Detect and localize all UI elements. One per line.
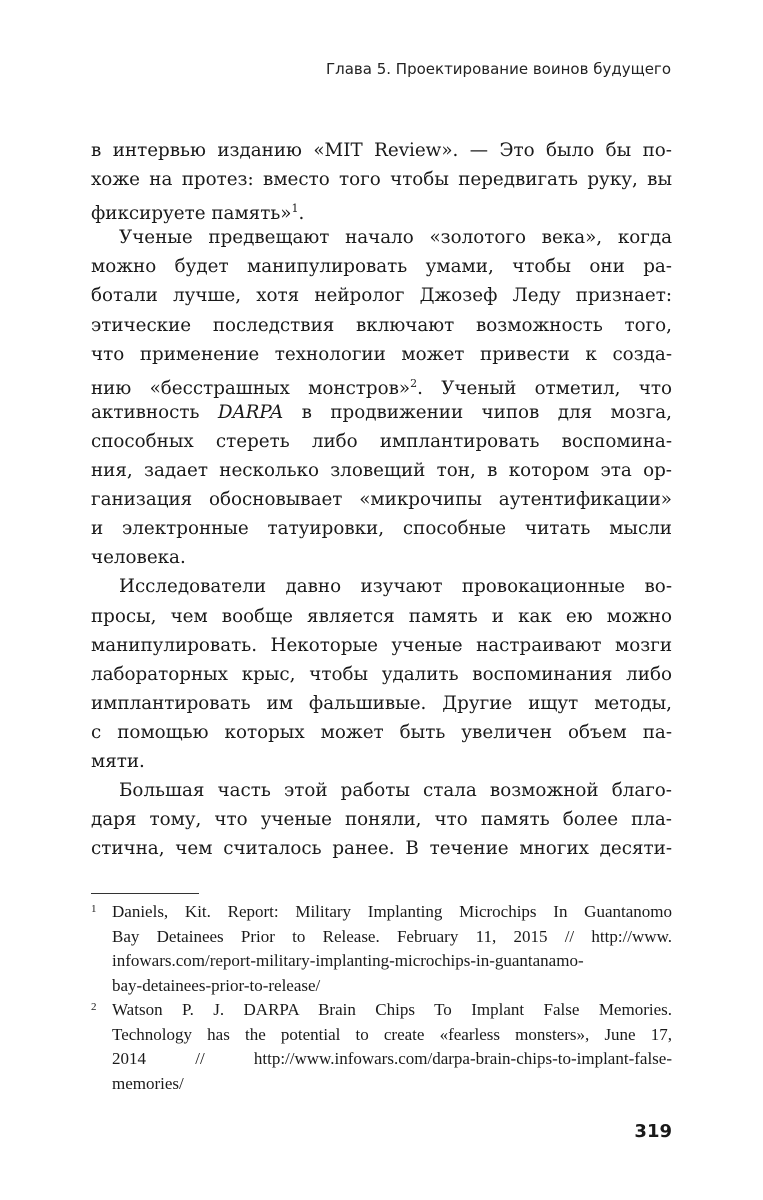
text-line: [91, 776, 672, 805]
footnote-divider: [91, 893, 199, 894]
footnote: [91, 900, 672, 998]
footnotes: [91, 900, 672, 1096]
text-line: [91, 369, 672, 398]
text-segment: просы, чем вообще является память и как ею можно: [91, 605, 672, 627]
italic-text: DARPA: [217, 401, 284, 423]
footnote-line: Watson P. J. DARPA Brain Chips To Implant False Memories.: [112, 1000, 672, 1019]
text-segment: нию «бесстрашных монстров»: [91, 377, 411, 399]
text-line: [91, 689, 672, 718]
text-segment: фиксируете память»: [91, 203, 292, 225]
footnote-line: 2014 // http://www.infowars.com/darpa-brain-chips-to-implant-false-: [112, 1049, 672, 1068]
text-line: [91, 485, 672, 514]
text-segment: ния, задает несколько зловещий тон, в котором эта ор-: [91, 460, 672, 482]
text-segment: имплантировать им фальшивые. Другие ищут методы,: [91, 692, 672, 714]
text-line: [91, 456, 672, 485]
text-segment: Ученые предвещают начало «золотого века», когда: [119, 227, 672, 249]
text-segment: что применение технологии может привести к созда-: [91, 343, 672, 365]
body-text: [91, 136, 672, 863]
footnote-number: 1: [91, 903, 97, 915]
text-segment: ботали лучше, хотя нейролог Джозеф Леду признает:: [91, 285, 672, 307]
text-line: [91, 602, 672, 631]
running-header: Глава 5. Проектирование воинов будущего: [326, 60, 671, 78]
text-line: [91, 660, 672, 689]
text-segment: . Ученый отметил, что: [417, 377, 672, 399]
text-segment: с помощью которых может быть увеличен объем па-: [91, 721, 672, 743]
text-segment: хоже на протез: вместо того чтобы передвигать руку, вы: [91, 169, 672, 191]
text-line: [91, 165, 672, 194]
page-number: 319: [634, 1121, 672, 1142]
text-line: [91, 340, 672, 369]
text-segment: манипулировать. Некоторые ученые настраивают мозги: [91, 634, 672, 656]
text-segment: .: [298, 203, 305, 225]
text-segment: активность: [91, 401, 218, 423]
text-line: [91, 543, 672, 572]
text-segment: стична, чем считалось ранее. В течение многих десяти-: [91, 838, 672, 860]
text-line: [91, 252, 672, 281]
footnote-line: infowars.com/report-military-implanting-microchips-in-guantanamo-: [112, 951, 584, 970]
footnote-line: Bay Detainees Prior to Release. February 11, 2015 // http://www.: [112, 926, 672, 946]
text-line: [91, 514, 672, 543]
text-segment: Большая часть этой работы стала возможной благо-: [119, 780, 672, 802]
text-segment: человека.: [91, 547, 186, 569]
text-segment: этические последствия включают возможность того,: [91, 314, 672, 336]
text-line: [91, 718, 672, 747]
footnote-line: bay-detainees-prior-to-release/: [112, 975, 321, 995]
footnote-line: memories/: [112, 1073, 184, 1093]
text-line: [91, 572, 672, 601]
text-line: [91, 311, 672, 340]
paragraph: [91, 223, 672, 572]
paragraph: [91, 136, 672, 223]
text-line: [91, 194, 672, 223]
text-line: [91, 427, 672, 456]
text-segment: даря тому, что ученые поняли, что память более пла-: [91, 809, 672, 831]
text-line: [91, 398, 672, 427]
footnote-line: Daniels, Kit. Report: Military Implanting Microchips In Guantanomo: [112, 902, 672, 921]
text-line: [91, 631, 672, 660]
text-segment: способных стереть либо имплантировать воспомина-: [91, 430, 672, 452]
paragraph: [91, 572, 672, 776]
footnote: [91, 998, 672, 1096]
text-segment: в интервью изданию «MIT Review». — Это было бы по-: [91, 140, 672, 161]
footnote-number: 2: [91, 1001, 97, 1013]
text-segment: можно будет манипулировать умами, чтобы они ра-: [91, 256, 672, 278]
footnote-ref[interactable]: 1: [291, 202, 299, 216]
footnote-line: Technology has the potential to create «fearless monsters», June 17,: [112, 1024, 672, 1044]
text-segment: в продвижении чипов для мозга,: [283, 401, 672, 423]
text-segment: и электронные татуировки, способные читать мысли: [91, 518, 672, 540]
text-line: [91, 747, 672, 776]
text-segment: ганизация обосновывает «микрочипы аутентификации»: [91, 489, 672, 511]
text-segment: Исследователи давно изучают провокационные во-: [119, 576, 672, 598]
text-line: [91, 281, 672, 310]
text-line: [91, 834, 672, 863]
text-segment: лабораторных крыс, чтобы удалить воспоминания либо: [91, 663, 672, 685]
text-line: [91, 136, 672, 165]
text-line: [91, 805, 672, 834]
paragraph: [91, 776, 672, 863]
text-line: [91, 223, 672, 252]
text-segment: мяти.: [91, 750, 145, 772]
footnote-ref[interactable]: 2: [410, 376, 418, 390]
